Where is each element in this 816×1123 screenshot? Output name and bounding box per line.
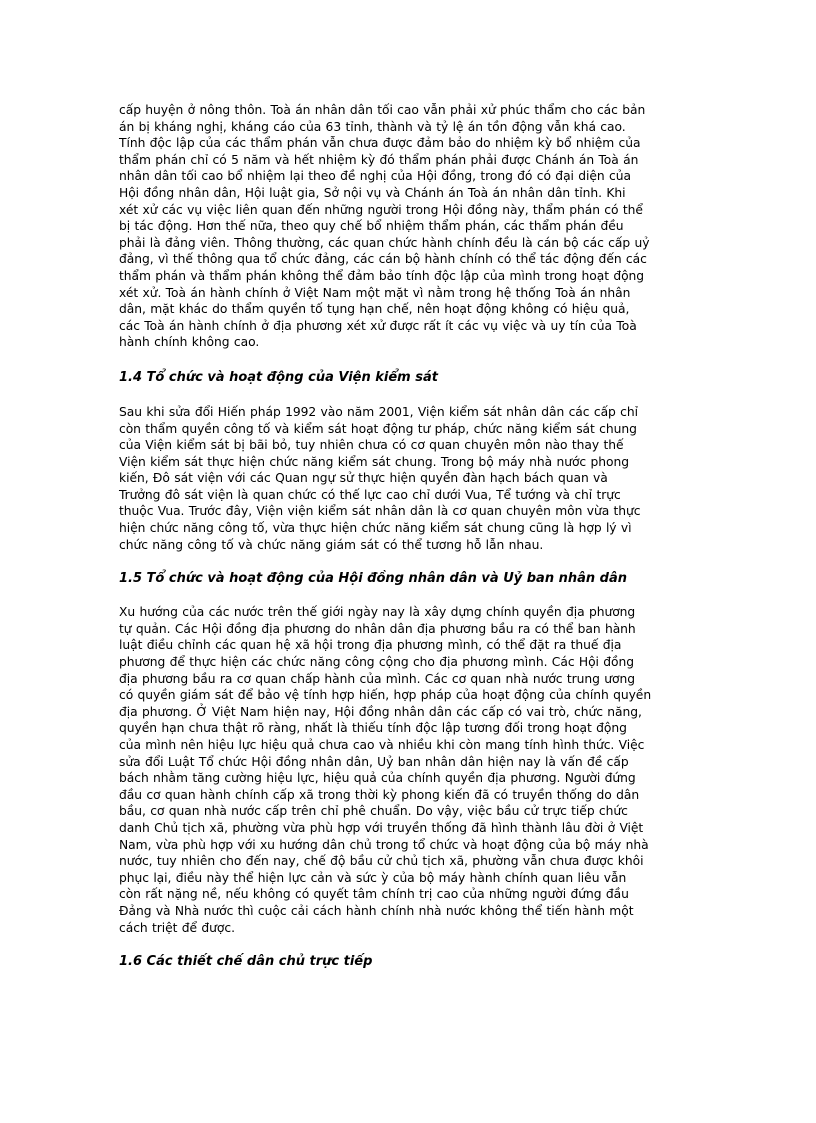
paragraph-hoi-dong-nhan-dan (119, 604, 699, 936)
section-heading-1-6: 1.6 Các thiết chế dân chủ trực tiếp (119, 954, 373, 970)
text-line: tự quản. Các Hội đồng địa phương do nhân dân địa phương bầu ra có thể ban hành (119, 621, 636, 636)
text-line: địa phương bầu ra cơ quan chấp hành của mình. Các cơ quan nhà nước trung ương (119, 671, 635, 686)
text-line: Viện kiểm sát thực hiện chức năng kiểm sát chung. Trong bộ máy nhà nước phong (119, 454, 629, 469)
text-line: cấp huyện ở nông thôn. Toà án nhân dân tối cao vẫn phải xử phúc thẩm cho các bản (119, 103, 646, 117)
text-line: bách nhằm tăng cường hiệu lực, hiệu quả của chính quyền địa phương. Người đứng (119, 771, 636, 786)
section-heading-1-4: 1.4 Tổ chức và hoạt động của Viện kiểm sát (119, 369, 438, 385)
text-line: phương để thực hiện các chức năng công cộng cho địa phương mình. Các Hội đồng (119, 655, 635, 670)
text-line: luật điều chỉnh các quan hệ xã hội trong địa phương mình, có thể đặt ra thuế địa (119, 638, 622, 653)
text-line: có quyền giám sát để bảo vệ tính hợp hiến, hợp pháp của hoạt động của chính quyền (119, 688, 652, 703)
text-line: Tính độc lập của các thẩm phán vẫn chưa được đảm bảo do nhiệm kỳ bổ nhiệm của (119, 136, 641, 151)
text-line: phục lại, điều này thể hiện lực cản và sức ỳ của bộ máy hành chính quan liêu vẫn (119, 870, 627, 885)
text-line: hiện chức năng công tố, vừa thực hiện chức năng kiểm sát chung cũng là hợp lý vì (119, 521, 632, 536)
text-line: của mình nên hiệu lực hiệu quả chưa cao và nhiều khi còn mang tính hình thức. Việc (119, 738, 645, 752)
text-line: của Viện kiểm sát bị bãi bỏ, tuy nhiên chưa có cơ quan chuyên môn nào thay thế (119, 438, 624, 453)
paragraph-toa-an (119, 102, 699, 351)
paragraph-vien-kiem-sat (119, 404, 699, 553)
text-line: nhân dân tối cao bổ nhiệm lại theo đề nghị của Hội đồng, trong đó có đại diện của (119, 169, 631, 184)
text-line: Trưởng đô sát viện là quan chức có thế lực cao chỉ dưới Vua, Tể tướng và chỉ trực (119, 487, 621, 502)
text-line: bầu, cơ quan nhà nước cấp trên chỉ phê chuẩn. Do vậy, việc bầu cử trực tiếp chức (119, 804, 628, 819)
text-line: Sau khi sửa đổi Hiến pháp 1992 vào năm 2001, Viện kiểm sát nhân dân các cấp chỉ (119, 404, 638, 419)
text-line: thuộc Vua. Trước đây, Viện viện kiểm sát nhân dân là cơ quan chuyên môn vừa thực (119, 504, 641, 519)
text-line: thẩm phán chỉ có 5 năm và hết nhiệm kỳ đó thẩm phán phải được Chánh án Toà án (119, 152, 639, 167)
text-line: đầu cơ quan hành chính cấp xã trong thời kỳ phong kiến đã có truyền thống do dân (119, 787, 640, 802)
text-line: nước, tuy nhiên cho đến nay, chế độ bầu cử chủ tịch xã, phường vẫn chưa được khôi (119, 854, 644, 869)
text-line: sửa đổi Luật Tổ chức Hội đồng nhân dân, Uỷ ban nhân dân hiện nay là vấn đề cấp (119, 754, 629, 769)
text-line: dân, mặt khác do thẩm quyền tố tụng hạn chế, nên hoạt động không có hiệu quả, (119, 302, 630, 317)
text-line: Nam, vừa phù hợp với xu hướng dân chủ trong tổ chức và hoạt động của bộ máy nhà (119, 837, 649, 852)
text-line: Đảng và Nhà nước thì cuộc cải cách hành chính nhà nước không thể tiến hành một (119, 903, 634, 918)
text-line: các Toà án hành chính ở địa phương xét xử được rất ít các vụ việc và uy tín của Toà (119, 318, 637, 333)
text-line: kiến, Đô sát viện với các Quan ngự sử thực hiện quyền đàn hạch bách quan và (119, 471, 608, 486)
text-line: xét xử các vụ việc liên quan đến những người trong Hội đồng này, thẩm phán có thể (119, 202, 643, 217)
section-heading-1-5: 1.5 Tổ chức và hoạt động của Hội đồng nhân dân và Uỷ ban nhân dân (119, 571, 628, 587)
text-line: án bị kháng nghị, kháng cáo của 63 tỉnh, thành và tỷ lệ án tồn động vẫn khá cao. (119, 119, 626, 134)
text-line: phải là đảng viên. Thông thường, các quan chức hành chính đều là cán bộ các cấp uỷ (119, 235, 650, 250)
text-line: xét xử. Toà án hành chính ở Việt Nam một mặt vì nằm trong hệ thống Toà án nhân (119, 285, 631, 300)
text-line: còn thẩm quyền công tố và kiểm sát hoạt động tư pháp, chức năng kiểm sát chung (119, 421, 637, 436)
text-line: danh Chủ tịch xã, phường vừa phù hợp với truyền thống đã hình thành lâu đời ở Việt (119, 820, 644, 835)
text-line: Hội đồng nhân dân, Hội luật gia, Sở nội vụ và Chánh án Toà án nhân dân tỉnh. Khi (119, 185, 626, 200)
text-line: quyền hạn chưa thật rõ ràng, nhất là thiếu tính độc lập tương đối trong hoạt động (119, 721, 627, 736)
text-line: hành chính không cao. (119, 335, 260, 350)
text-line: còn rất nặng nề, nếu không có quyết tâm chính trị cao của những người đứng đầu (119, 887, 629, 902)
text-line: chức năng công tố và chức năng giám sát có thể tương hỗ lẫn nhau. (119, 537, 544, 552)
text-line: thẩm phán và thẩm phán không thể đảm bảo tính độc lập của mình trong hoạt động (119, 268, 645, 283)
text-line: Xu hướng của các nước trên thế giới ngày nay là xây dựng chính quyền địa phương (119, 605, 636, 620)
text-line: cách triệt để được. (119, 920, 235, 935)
text-line: địa phương. Ở Việt Nam hiện nay, Hội đồng nhân dân các cấp có vai trò, chức năng, (119, 704, 642, 719)
document-body (119, 102, 699, 971)
text-line: bị tác động. Hơn thế nữa, theo quy chế bổ nhiệm thẩm phán, các thẩm phán đều (119, 219, 624, 234)
text-line: đảng, vì thế thông qua tổ chức đảng, các cán bộ hành chính có thể tác động đến các (119, 252, 647, 267)
